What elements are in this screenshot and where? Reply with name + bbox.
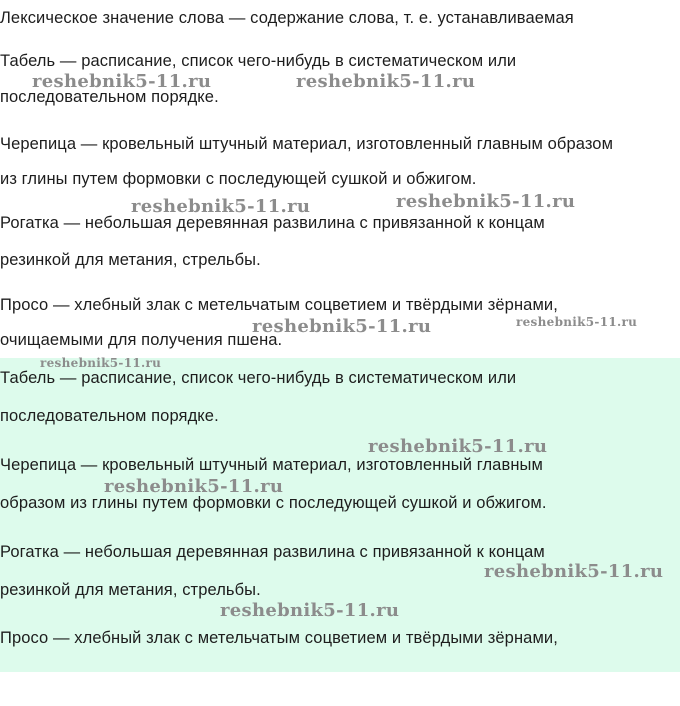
watermark: reshebnik5-11.ru xyxy=(516,315,638,329)
green-paragraph-line: резинкой для метания, стрельбы. xyxy=(0,581,261,599)
paragraph-line: очищаемыми для получения пшена. xyxy=(0,331,283,349)
watermark: reshebnik5-11.ru xyxy=(104,476,284,497)
paragraph-line: последовательном порядке. xyxy=(0,88,219,106)
intro-line: Лексическое значение слова — содержание слова, т. е. устанавливаемая xyxy=(0,9,574,27)
paragraph-line: Черепица — кровельный штучный материал, изготовленный главным образом xyxy=(0,135,614,153)
paragraph-line: резинкой для метания, стрельбы. xyxy=(0,251,261,269)
green-paragraph-line: Просо — хлебный злак с метельчатым соцветием и твёрдыми зёрнами, xyxy=(0,629,558,647)
watermark: reshebnik5-11.ru xyxy=(396,191,576,212)
green-paragraph-line: последовательном порядке. xyxy=(0,407,219,425)
paragraph-line: Табель — расписание, список чего-нибудь в систематическом или xyxy=(0,52,517,70)
paragraph-line: Рогатка — небольшая деревянная развилина с привязанной к концам xyxy=(0,214,545,232)
green-paragraph-line: Черепица — кровельный штучный материал, изготовленный главным xyxy=(0,456,543,474)
green-paragraph-line: Рогатка — небольшая деревянная развилина с привязанной к концам xyxy=(0,543,545,561)
green-paragraph-line: образом из глины путем формовки с последующей сушкой и обжигом. xyxy=(0,494,547,512)
paragraph-line: из глины путем формовки с последующей сушкой и обжигом. xyxy=(0,170,477,188)
watermark: reshebnik5-11.ru xyxy=(368,436,548,457)
watermark: reshebnik5-11.ru xyxy=(252,316,432,337)
paragraph-line: Просо — хлебный злак с метельчатым соцветием и твёрдыми зёрнами, xyxy=(0,296,558,314)
watermark: reshebnik5-11.ru xyxy=(484,561,664,582)
watermark: reshebnik5-11.ru xyxy=(296,71,476,92)
green-paragraph-line: Табель — расписание, список чего-нибудь в систематическом или xyxy=(0,369,517,387)
watermark: reshebnik5-11.ru xyxy=(220,600,400,621)
watermark: reshebnik5-11.ru xyxy=(131,196,311,217)
watermark: reshebnik5-11.ru xyxy=(32,71,212,92)
watermark: reshebnik5-11.ru xyxy=(40,356,162,370)
